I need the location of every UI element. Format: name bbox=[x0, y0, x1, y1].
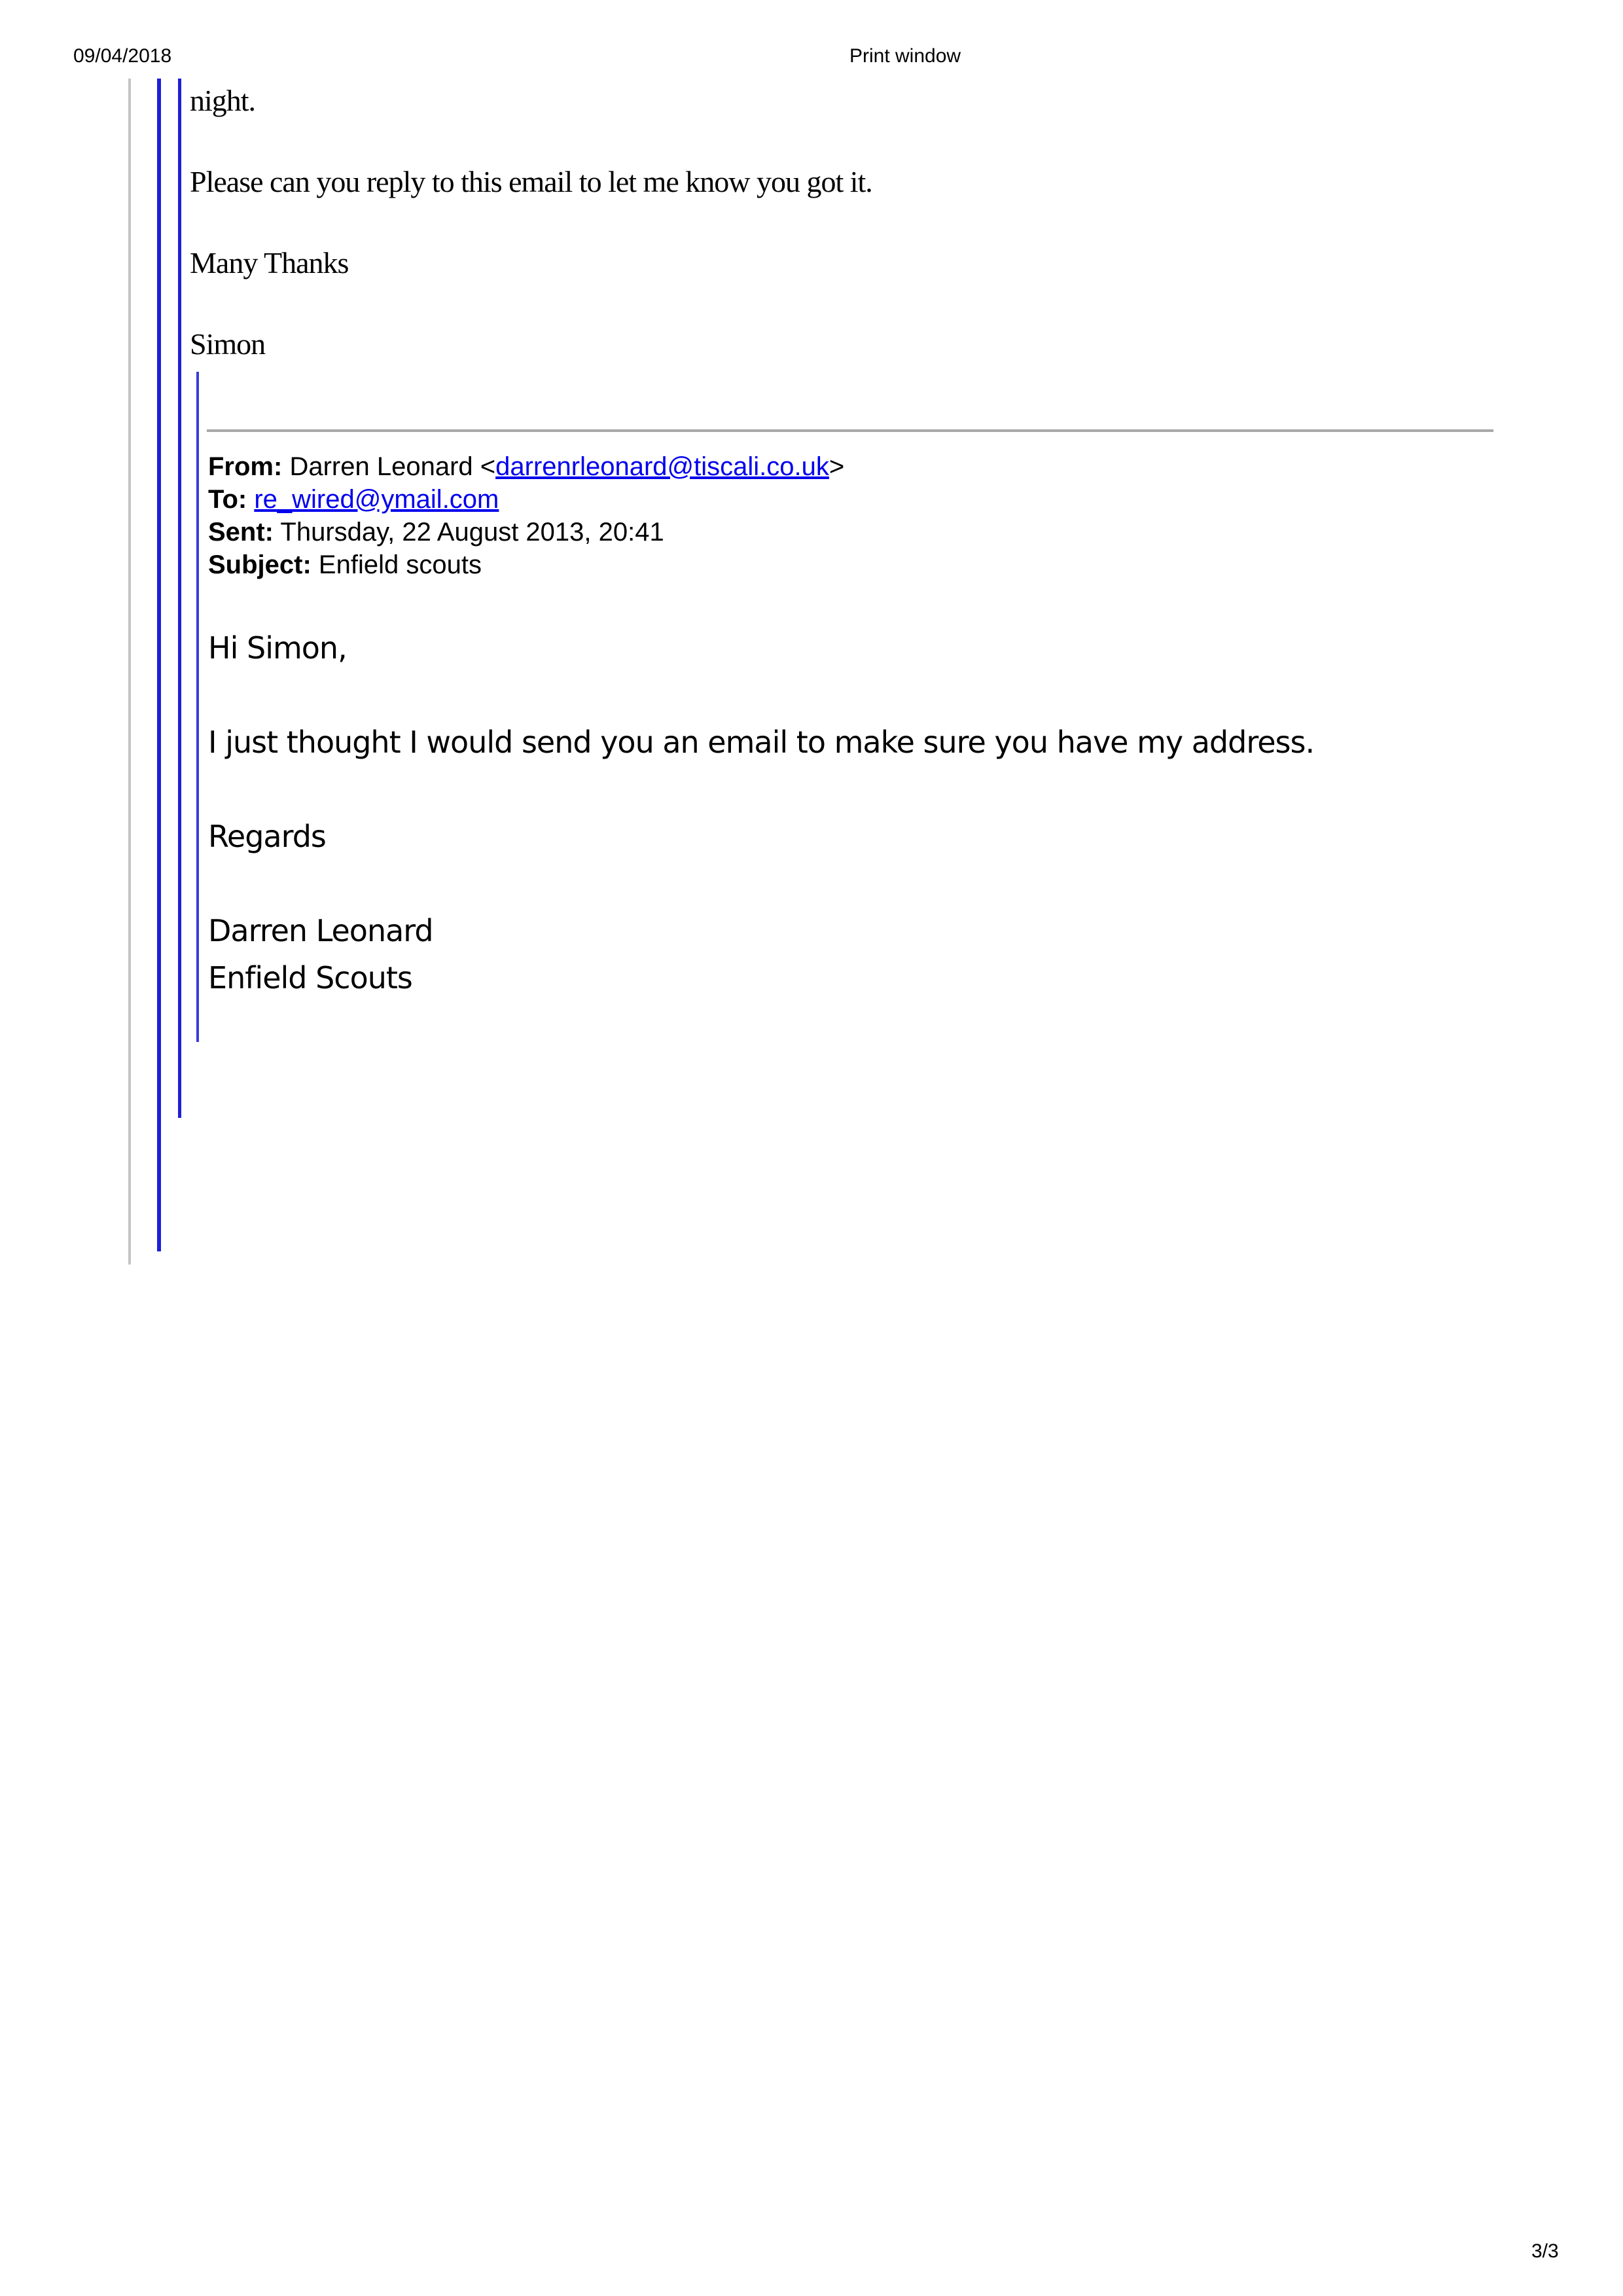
to-row bbox=[208, 483, 844, 516]
quote-bar-outer bbox=[128, 79, 131, 1265]
quoted-header bbox=[208, 450, 844, 581]
from-name: Darren Leonard bbox=[289, 452, 473, 481]
sent-label: Sent: bbox=[208, 518, 274, 547]
from-row bbox=[208, 450, 844, 483]
message-signature: Simon bbox=[190, 327, 266, 361]
message-fragment: night. bbox=[190, 84, 256, 117]
from-lt: < bbox=[480, 452, 496, 481]
page-number: 3/3 bbox=[1531, 2240, 1559, 2262]
quote-divider bbox=[207, 429, 1493, 432]
subject-row bbox=[208, 548, 844, 581]
quoted-sig-org: Enfield Scouts bbox=[208, 960, 412, 996]
from-label: From: bbox=[208, 452, 283, 481]
quote-bar-level-2 bbox=[178, 79, 181, 1118]
message-request: Please can you reply to this email to let me know you got it. bbox=[190, 165, 872, 198]
print-date: 09/04/2018 bbox=[73, 45, 172, 67]
quote-bar-level-1 bbox=[157, 79, 161, 1251]
quote-bar-level-3 bbox=[196, 372, 199, 1042]
to-label: To: bbox=[208, 485, 247, 514]
sent-row bbox=[208, 516, 844, 548]
from-email-link[interactable]: darrenrleonard@tiscali.co.uk bbox=[495, 452, 829, 481]
sent-value: Thursday, 22 August 2013, 20:41 bbox=[280, 518, 664, 547]
from-gt: > bbox=[829, 452, 845, 481]
quoted-sig-name: Darren Leonard bbox=[208, 913, 433, 948]
subject-value: Enfield scouts bbox=[318, 550, 482, 579]
quoted-body: I just thought I would send you an email to make sure you have my address. bbox=[208, 725, 1315, 760]
quoted-closing: Regards bbox=[208, 819, 326, 854]
to-email-link[interactable]: re_wired@ymail.com bbox=[254, 485, 499, 514]
quoted-greeting: Hi Simon, bbox=[208, 630, 347, 666]
quoted-signature bbox=[208, 907, 433, 1001]
message-thanks: Many Thanks bbox=[190, 246, 349, 279]
print-title: Print window bbox=[849, 45, 961, 67]
subject-label: Subject: bbox=[208, 550, 312, 579]
